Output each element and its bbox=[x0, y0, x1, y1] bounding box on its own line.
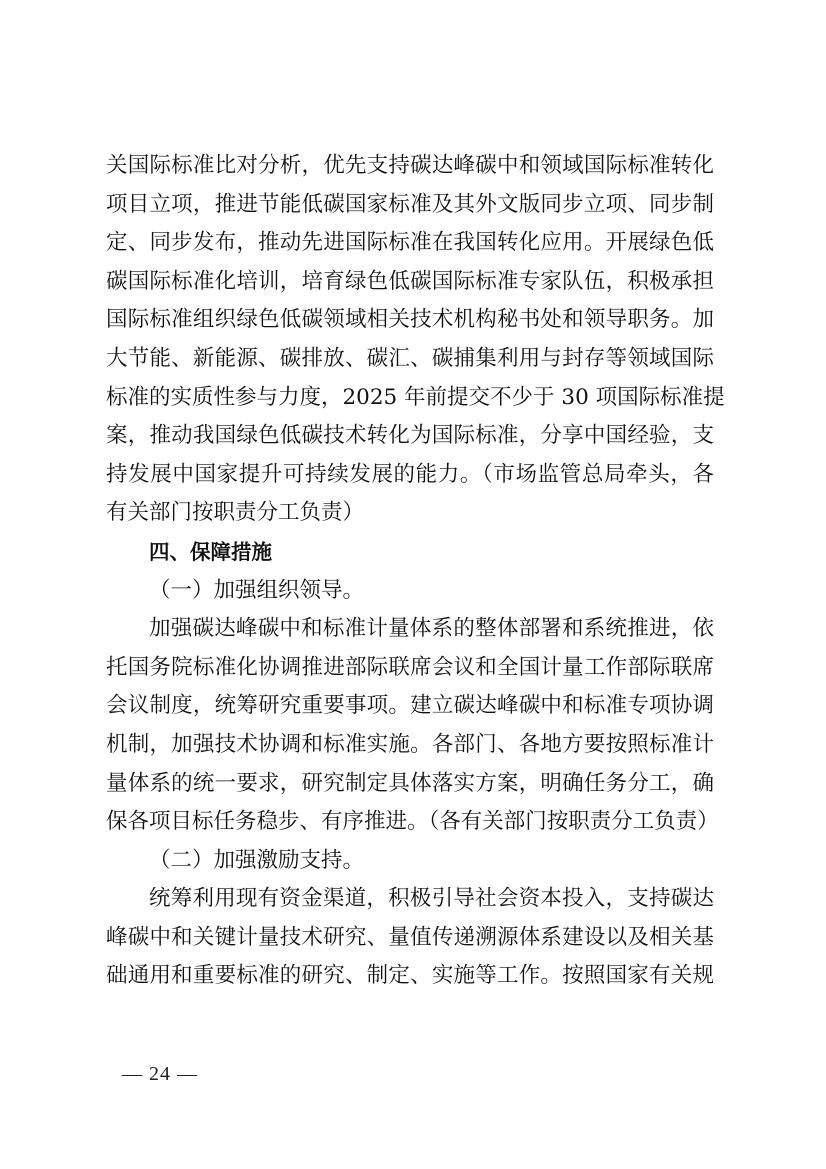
text-line: 会议制度，统筹研究重要事项。建立碳达峰碳中和标准专项协调 bbox=[106, 693, 714, 719]
subsection-heading: （一）加强组织领导。 bbox=[149, 577, 365, 603]
paragraph-organization-leadership bbox=[106, 610, 719, 842]
subsection-heading: （二）加强激励支持。 bbox=[149, 847, 365, 873]
text-line: 统筹利用现有资金渠道，积极引导社会资本投入，支持碳达 bbox=[149, 886, 714, 912]
text-line: 有关部门按职责分工负责） bbox=[106, 500, 365, 526]
text-line: 础通用和重要标准的研究、制定、实施等工作。按照国家有关规 bbox=[106, 963, 714, 989]
text-line: 关国际标准比对分析，优先支持碳达峰碳中和领域国际标准转化 bbox=[106, 153, 714, 178]
text-line: 保各项目标任务稳步、有序推进。（各有关部门按职责分工负责） bbox=[106, 809, 719, 835]
text-line: 碳国际标准化培训，培育绿色低碳国际标准专家队伍，积极承担 bbox=[106, 268, 714, 294]
text-line: 国际标准组织绿色低碳领域相关技术机构秘书处和领导职务。加 bbox=[106, 307, 714, 333]
paragraph-international-standards bbox=[106, 147, 725, 533]
text-line: 加强碳达峰碳中和标准计量体系的整体部署和系统推进，依 bbox=[149, 616, 714, 642]
text-line: 峰碳中和关键计量技术研究、量值传递溯源体系建设以及相关基 bbox=[106, 924, 714, 950]
section-heading: 四、保障措施 bbox=[149, 539, 272, 564]
text-line: 标准的实质性参与力度，2025 年前提交不少于 30 项国际标准提 bbox=[106, 384, 725, 410]
text-line: 量体系的统一要求，研究制定具体落实方案，明确任务分工，确 bbox=[106, 770, 714, 796]
page-number: — 24 — bbox=[122, 1063, 198, 1085]
text-line: 案，推动我国绿色低碳技术转化为国际标准，分享中国经验，支 bbox=[106, 423, 714, 449]
document-page bbox=[106, 147, 725, 996]
text-line: 托国务院标准化协调推进部际联席会议和全国计量工作部际联席 bbox=[106, 654, 714, 680]
text-line: 机制，加强技术协调和标准实施。各部门、各地方要按照标准计 bbox=[106, 731, 714, 757]
text-line: 持发展中国家提升可持续发展的能力。（市场监管总局牵头，各 bbox=[106, 461, 714, 487]
text-line: 定、同步发布，推动先进国际标准在我国转化应用。开展绿色低 bbox=[106, 230, 714, 256]
text-line: 大节能、新能源、碳排放、碳汇、碳捕集利用与封存等领域国际 bbox=[106, 345, 714, 371]
paragraph-incentive-support bbox=[106, 880, 714, 996]
text-line: 项目立项，推进节能低碳国家标准及其外文版同步立项、同步制 bbox=[106, 191, 714, 217]
